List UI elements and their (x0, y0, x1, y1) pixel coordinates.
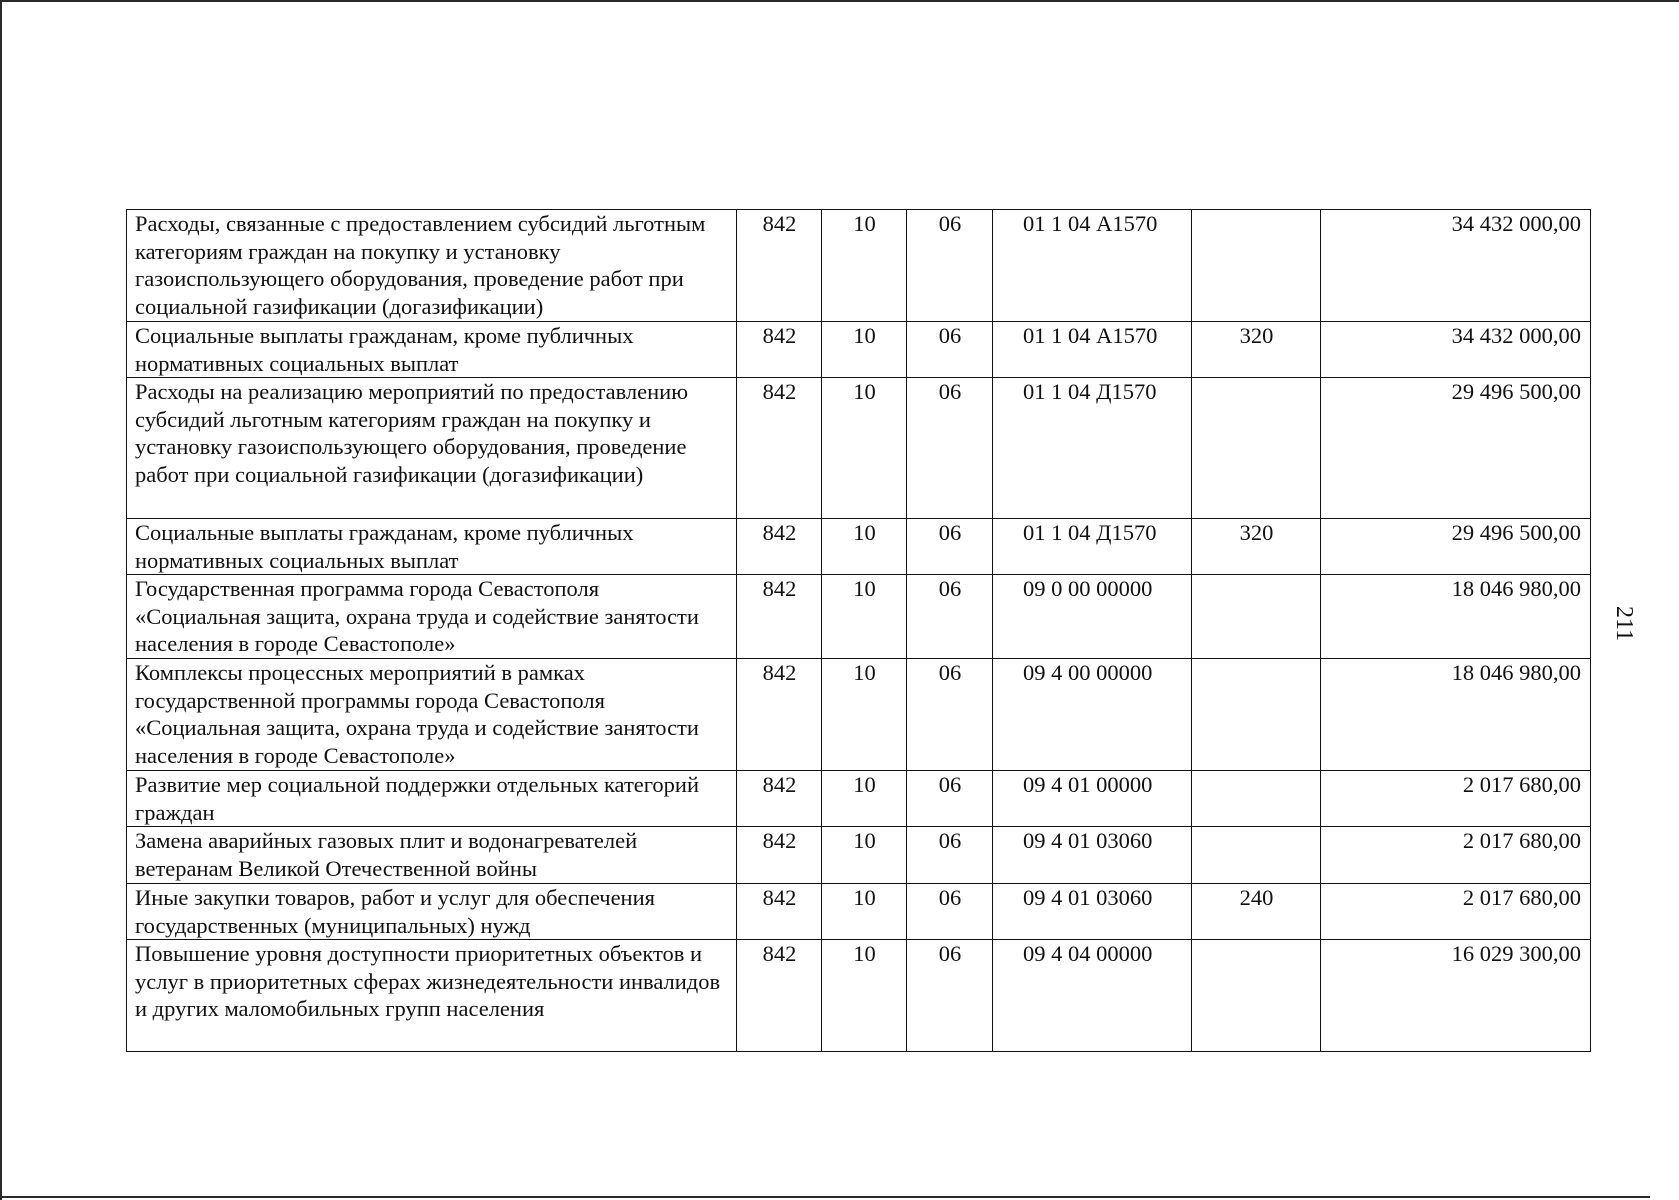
row-name: Расходы, связанные с предоставлением субсидий льготным категориям граждан на покупку и установку газоиспользующего оборудования, проведение работ при социальной газификации (догазификации) (127, 210, 737, 322)
section-code: 10 (822, 519, 907, 575)
table-row (127, 771, 1591, 827)
row-name: Социальные выплаты гражданам, кроме публичных нормативных социальных выплат (127, 519, 737, 575)
table-row (127, 940, 1591, 1052)
table-row (127, 575, 1591, 659)
ministry-code: 842 (737, 771, 822, 827)
target-article: 01 1 04 Д1570 (993, 519, 1192, 575)
amount: 16 029 300,00 (1321, 940, 1591, 1052)
scan-border-left (0, 0, 2, 1200)
ministry-code: 842 (737, 659, 822, 771)
amount: 29 496 500,00 (1321, 378, 1591, 519)
amount: 29 496 500,00 (1321, 519, 1591, 575)
section-code: 10 (822, 210, 907, 322)
subsection-code: 06 (907, 827, 993, 884)
expense-type: 320 (1192, 322, 1321, 378)
amount: 18 046 980,00 (1321, 575, 1591, 659)
table-row (127, 210, 1591, 322)
target-article: 09 4 01 00000 (993, 771, 1192, 827)
target-article: 01 1 04 А1570 (993, 210, 1192, 322)
subsection-code: 06 (907, 884, 993, 940)
row-name: Государственная программа города Севастополя «Социальная защита, охрана труда и содействие занятости населения в городе Севастополе» (127, 575, 737, 659)
expense-type: 240 (1192, 884, 1321, 940)
table-row (127, 827, 1591, 884)
amount: 34 432 000,00 (1321, 322, 1591, 378)
subsection-code: 06 (907, 575, 993, 659)
table-row (127, 378, 1591, 519)
ministry-code: 842 (737, 378, 822, 519)
ministry-code: 842 (737, 827, 822, 884)
expense-type (1192, 378, 1321, 519)
amount: 2 017 680,00 (1321, 771, 1591, 827)
row-name: Развитие мер социальной поддержки отдельных категорий граждан (127, 771, 737, 827)
target-article: 09 0 00 00000 (993, 575, 1192, 659)
section-code: 10 (822, 659, 907, 771)
budget-table (126, 209, 1591, 1052)
subsection-code: 06 (907, 210, 993, 322)
ministry-code: 842 (737, 884, 822, 940)
row-name: Расходы на реализацию мероприятий по предоставлению субсидий льготным категориям граждан на покупку и установку газоиспользующего оборудования, проведение работ при социальной газификации (догазификации) (127, 378, 737, 519)
section-code: 10 (822, 575, 907, 659)
target-article: 09 4 01 03060 (993, 827, 1192, 884)
row-name: Повышение уровня доступности приоритетных объектов и услуг в приоритетных сферах жизнедеятельности инвалидов и других маломобильных групп населения (127, 940, 737, 1052)
ministry-code: 842 (737, 519, 822, 575)
amount: 18 046 980,00 (1321, 659, 1591, 771)
section-code: 10 (822, 378, 907, 519)
row-name: Комплексы процессных мероприятий в рамках государственной программы города Севастополя «Социальная защита, охрана труда и содействие занятости населения в городе Севастополе» (127, 659, 737, 771)
scan-border-bottom (0, 1196, 1650, 1198)
target-article: 01 1 04 Д1570 (993, 378, 1192, 519)
target-article: 09 4 01 03060 (993, 884, 1192, 940)
table-row (127, 884, 1591, 940)
target-article: 09 4 00 00000 (993, 659, 1192, 771)
subsection-code: 06 (907, 378, 993, 519)
table-row (127, 322, 1591, 378)
row-name: Социальные выплаты гражданам, кроме публичных нормативных социальных выплат (127, 322, 737, 378)
scan-border-top (0, 0, 1679, 2)
row-name: Замена аварийных газовых плит и водонагревателей ветеранам Великой Отечественной войны (127, 827, 737, 884)
target-article: 09 4 04 00000 (993, 940, 1192, 1052)
target-article: 01 1 04 А1570 (993, 322, 1192, 378)
amount: 34 432 000,00 (1321, 210, 1591, 322)
section-code: 10 (822, 940, 907, 1052)
ministry-code: 842 (737, 210, 822, 322)
expense-type (1192, 940, 1321, 1052)
subsection-code: 06 (907, 940, 993, 1052)
subsection-code: 06 (907, 322, 993, 378)
amount: 2 017 680,00 (1321, 884, 1591, 940)
section-code: 10 (822, 771, 907, 827)
ministry-code: 842 (737, 575, 822, 659)
ministry-code: 842 (737, 940, 822, 1052)
expense-type (1192, 827, 1321, 884)
table-row (127, 519, 1591, 575)
expense-type (1192, 210, 1321, 322)
table-row (127, 659, 1591, 771)
expense-type (1192, 771, 1321, 827)
subsection-code: 06 (907, 659, 993, 771)
subsection-code: 06 (907, 771, 993, 827)
subsection-code: 06 (907, 519, 993, 575)
section-code: 10 (822, 884, 907, 940)
ministry-code: 842 (737, 322, 822, 378)
page-number: 211 (1611, 606, 1637, 642)
expense-type (1192, 575, 1321, 659)
expense-type (1192, 659, 1321, 771)
row-name: Иные закупки товаров, работ и услуг для обеспечения государственных (муниципальных) нужд (127, 884, 737, 940)
section-code: 10 (822, 322, 907, 378)
section-code: 10 (822, 827, 907, 884)
amount: 2 017 680,00 (1321, 827, 1591, 884)
expense-type: 320 (1192, 519, 1321, 575)
